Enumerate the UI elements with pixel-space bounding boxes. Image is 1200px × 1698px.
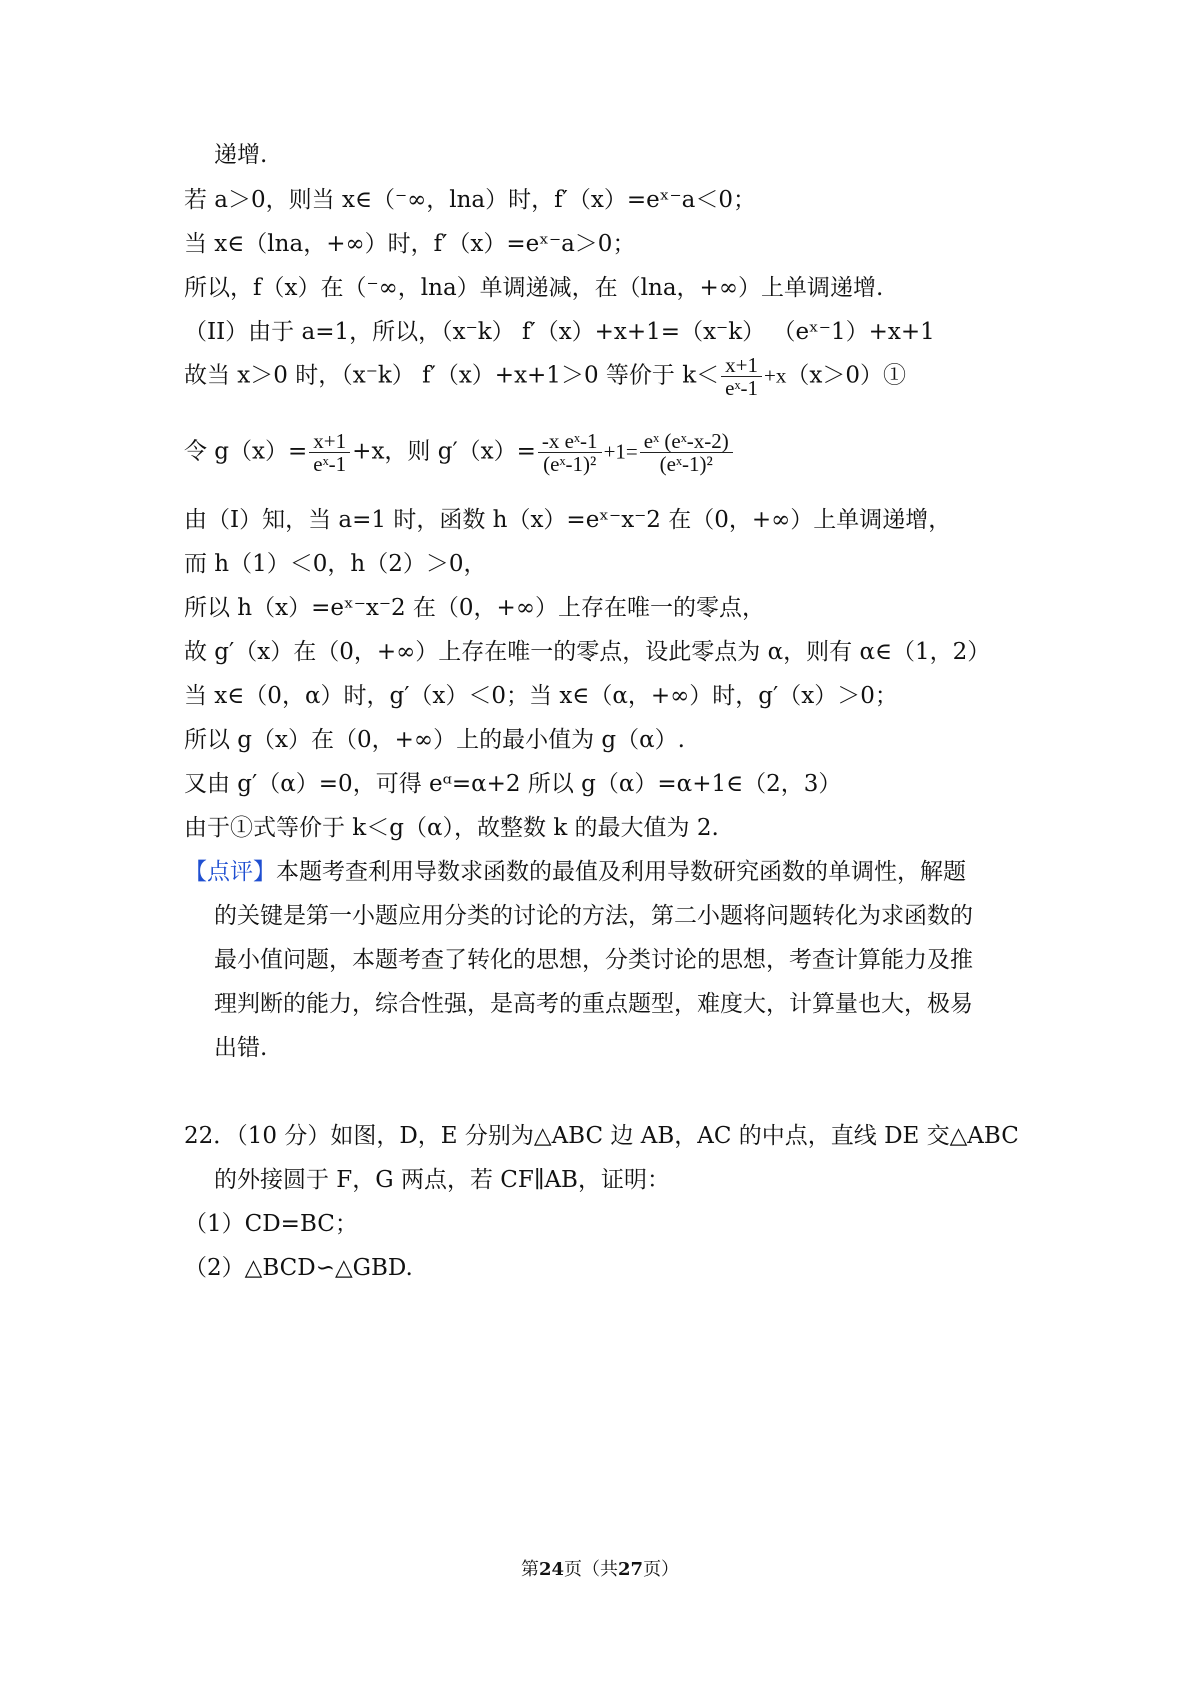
text-line: （2）△BCD∽△GBD. [184, 1255, 413, 1281]
page-total: 27 [618, 1559, 644, 1580]
fraction-numerator: x+1 [309, 430, 350, 453]
comment-tag: 【点评】 [184, 859, 276, 885]
text-segment: +x，则 g′（x）= [352, 438, 536, 465]
page-number: 24 [538, 1559, 564, 1580]
text-line: （II）由于 a=1，所以，（x⁻k） f′（x）+x+1=（x⁻k） （eˣ⁻1）+x+1 [184, 319, 935, 345]
text-segment: +1= [603, 439, 638, 464]
text-segment: 令 g（x）= [184, 438, 308, 465]
text-line: 故 g′（x）在（0，+∞）上存在唯一的零点，设此零点为 α，则有 α∈（1，2） [184, 639, 991, 665]
text-line: 由（I）知，当 a=1 时，函数 h（x）=eˣ⁻x⁻2 在（0，+∞）上单调递增， [184, 507, 952, 533]
text-line: 当 x∈（0，α）时，g′（x）＜0；当 x∈（α，+∞）时，g′（x）＞0； [184, 683, 898, 709]
text-line: 所以 g（x）在（0，+∞）上的最小值为 g（α）. [184, 727, 685, 753]
text-line: 出错. [214, 1035, 268, 1061]
text-segment: 本题考查利用导数求函数的最值及利用导数研究函数的单调性，解题 [276, 859, 966, 885]
fraction-numerator: eˣ (eˣ-x-2) [640, 430, 733, 453]
text-line: 所以 h（x）=eˣ⁻x⁻2 在（0，+∞）上存在唯一的零点， [184, 595, 765, 621]
fraction-denominator: (eˣ-1)² [543, 452, 597, 476]
text-line: 若 a＞0，则当 x∈（⁻∞，lna）时，f′（x）=eˣ⁻a＜0； [184, 187, 756, 213]
fraction-denominator: eˣ-1 [313, 452, 347, 476]
question-title: 22．（10 分）如图，D，E 分别为△ABC 边 AB，AC 的中点，直线 DE 交△ABC [184, 1123, 1019, 1149]
comment-line [184, 856, 966, 888]
fraction [309, 430, 350, 475]
text-line: 的外接圆于 F，G 两点，若 CF∥AB，证明： [214, 1167, 670, 1193]
text-line-with-fraction [184, 354, 906, 399]
text-line: 所以，f（x）在（⁻∞，lna）单调递减，在（lna，+∞）上单调递增. [184, 275, 884, 301]
fraction [640, 430, 733, 475]
text-segment: （x＞0）① [786, 362, 906, 389]
fraction-denominator: eˣ-1 [725, 376, 759, 400]
text-line: 理判断的能力，综合性强，是高考的重点题型，难度大，计算量也大，极易 [214, 991, 973, 1017]
footer-text: 页（共 [564, 1559, 618, 1580]
text-line: 最小值问题，本题考查了转化的思想，分类讨论的思想，考查计算能力及推 [214, 947, 973, 973]
footer-text: 第 [520, 1559, 539, 1580]
text-line: 由于①式等价于 k＜g（α），故整数 k 的最大值为 2. [184, 815, 719, 841]
text-line-with-fraction [184, 430, 735, 475]
text-line: 递增. [214, 142, 268, 168]
text-line: 的关键是第一小题应用分类的讨论的方法，第二小题将问题转化为求函数的 [214, 903, 973, 929]
footer-text: 页） [643, 1559, 680, 1580]
fraction-numerator: x+1 [721, 354, 762, 377]
text-line: 当 x∈（lna，+∞）时，f′（x）=eˣ⁻a＞0； [184, 231, 636, 257]
fraction-denominator: (eˣ-1)² [659, 452, 713, 476]
text-line: 而 h（1）＜0，h（2）＞0， [184, 551, 487, 577]
fraction [538, 430, 602, 475]
fraction-numerator: -x eˣ-1 [538, 430, 602, 453]
text-segment: +x [764, 363, 787, 388]
fraction [721, 354, 762, 399]
text-segment: 故当 x＞0 时，（x⁻k） f′（x）+x+1＞0 等价于 k＜ [184, 362, 720, 389]
text-line: 又由 g′（α）=0，可得 eᵅ=α+2 所以 g（α）=α+1∈（2，3） [184, 771, 842, 797]
text-line: （1）CD=BC； [184, 1211, 358, 1237]
page-footer [0, 1555, 1200, 1581]
